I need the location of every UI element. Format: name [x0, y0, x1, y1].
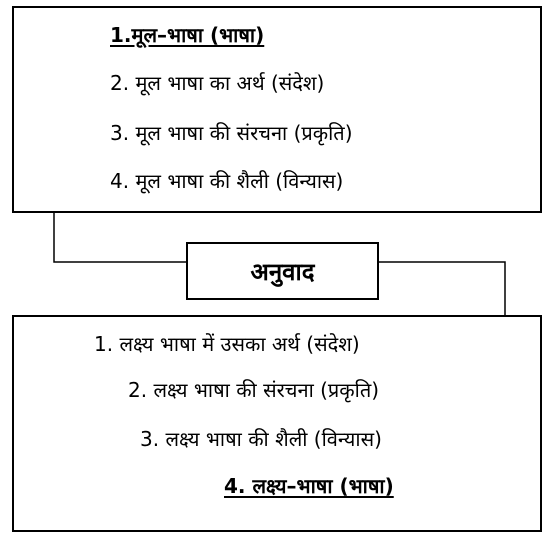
target-heading: 4. लक्ष्य–भाषा (भाषा): [224, 474, 394, 498]
translation-label: अनुवाद: [250, 257, 315, 286]
source-item-meaning: 2. मूल भाषा का अर्थ (संदेश): [110, 71, 325, 95]
target-item-structure: 2. लक्ष्य भाषा की संरचना (प्रकृति): [128, 378, 380, 402]
source-item-style: 4. मूल भाषा की शैली (विन्यास): [110, 169, 344, 193]
translation-box: [186, 242, 379, 300]
target-item-style: 3. लक्ष्य भाषा की शैली (विन्यास): [140, 427, 382, 451]
source-item-structure: 3. मूल भाषा की संरचना (प्रकृति): [110, 121, 353, 145]
target-item-meaning: 1. लक्ष्य भाषा में उसका अर्थ (संदेश): [94, 332, 360, 356]
target-language-box: [12, 315, 542, 532]
source-language-box: [12, 6, 542, 213]
source-heading: 1.मूल–भाषा (भाषा): [110, 23, 265, 47]
